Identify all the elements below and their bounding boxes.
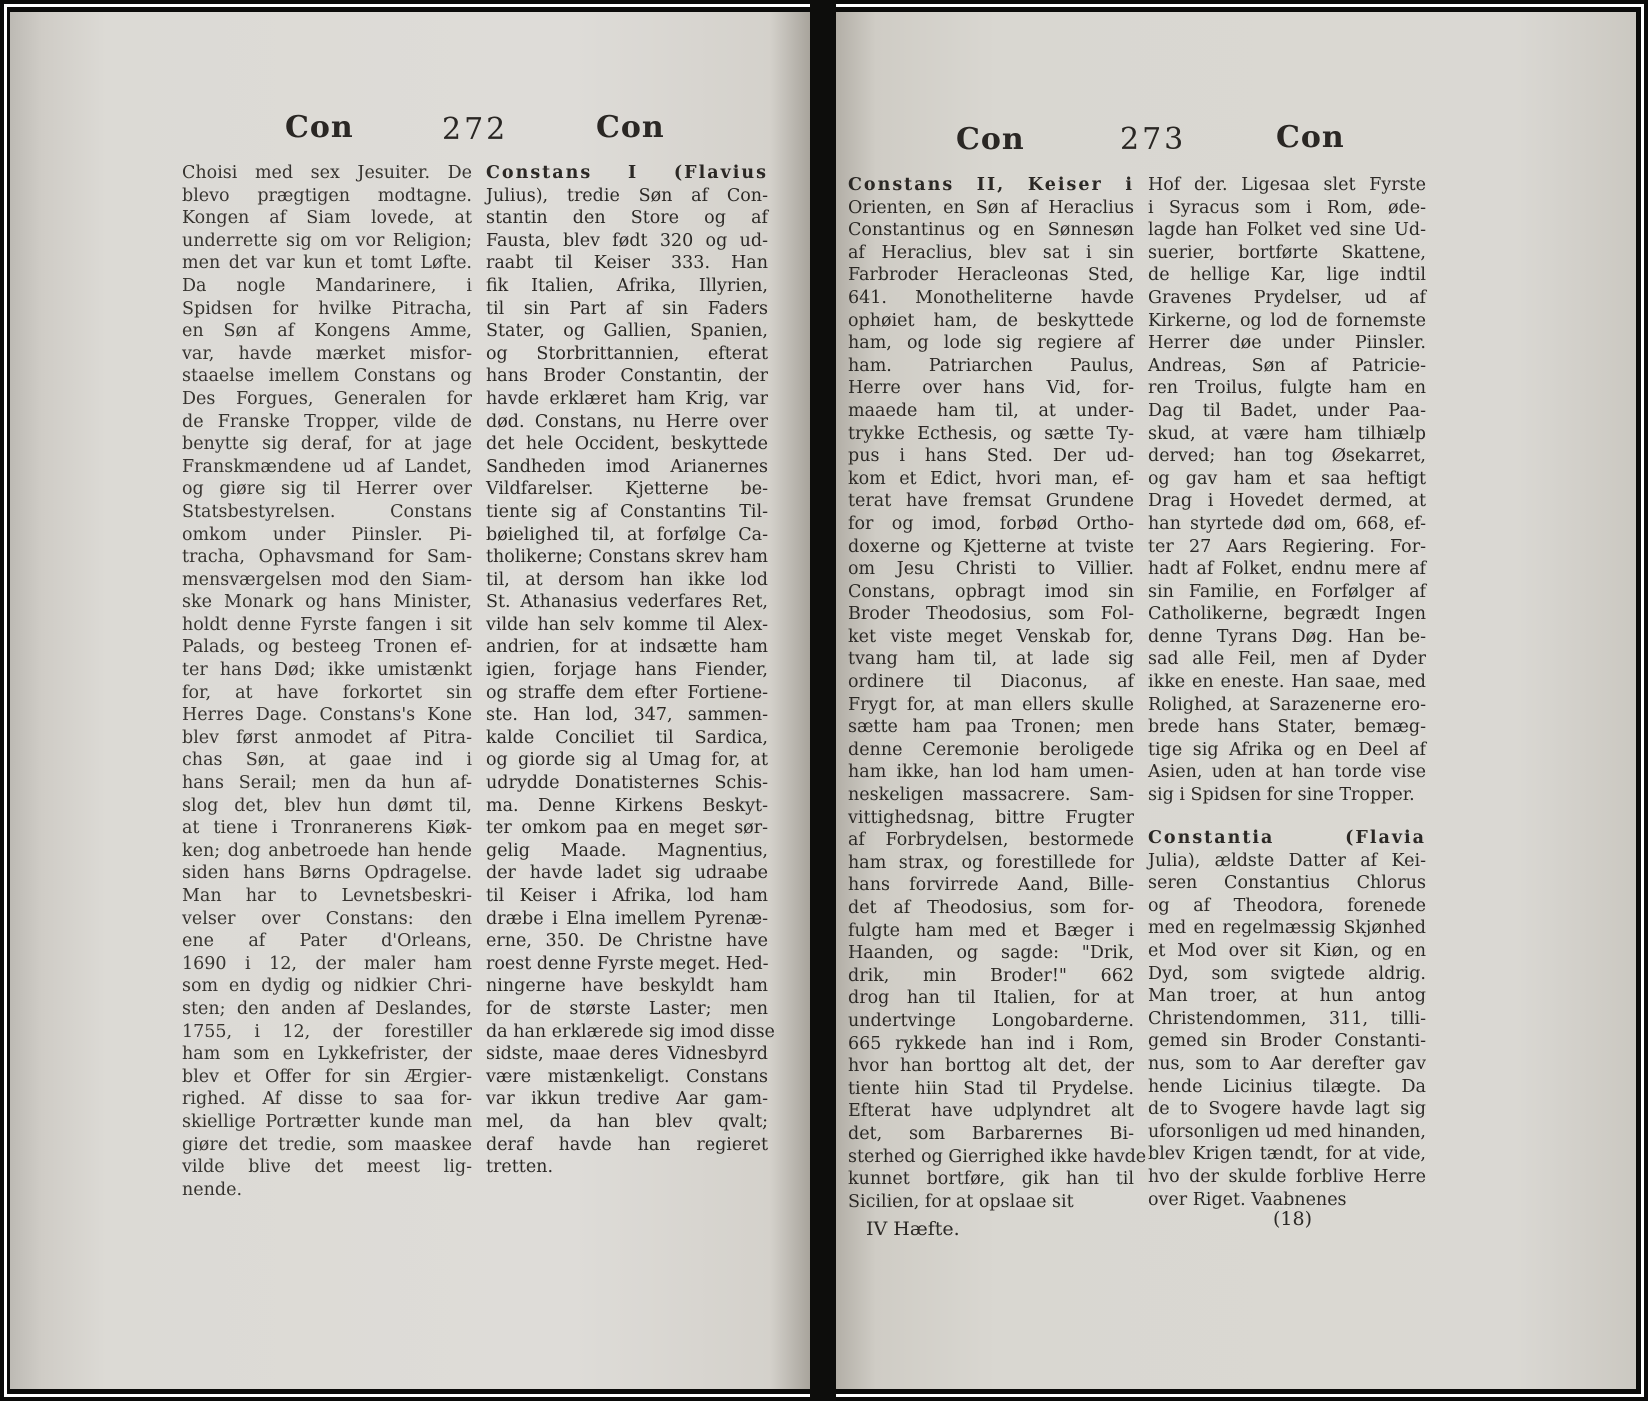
text-line: ken; dog anbetroede han hende bbox=[182, 840, 472, 861]
text-line: vilde han selv komme til Alex- bbox=[486, 614, 768, 635]
text-line: og giøre sig til Herrer over bbox=[182, 479, 472, 500]
text-line: sterhed og Gierrighed ikke havde bbox=[848, 1146, 1147, 1167]
text-line: at tiene i Tronranerens Kiøk- bbox=[182, 818, 472, 839]
text-line: Hof der. Ligesaa slet Fyrste bbox=[1148, 175, 1426, 195]
text-line: sad alle Feil, men af Dyder bbox=[1148, 649, 1426, 670]
text-line: Choisi med sex Jesuiter. De bbox=[182, 163, 472, 183]
text-line: Dyd, som svigtede aldrig. bbox=[1148, 963, 1426, 984]
sheet-number: (18) bbox=[1273, 1208, 1313, 1230]
text-line: men det var kun et tomt Løfte. bbox=[182, 253, 472, 274]
text-line: vittighedsnag, bittre Frugter bbox=[848, 807, 1134, 828]
text-line: Spidsen for hvilke Pitracha, bbox=[182, 298, 472, 319]
text-line: Constantia (Flavia bbox=[1148, 828, 1426, 848]
text-line: stantin den Store og af bbox=[486, 208, 768, 229]
text-line: ter omkom paa en meget sør- bbox=[486, 818, 768, 839]
text-line: hvo der skulde forblive Herre bbox=[1148, 1166, 1426, 1187]
text-line: de hellige Kar, lige indtil bbox=[1148, 265, 1426, 286]
text-line: og giorde sig al Umag for, at bbox=[486, 750, 768, 771]
text-line: fik Italien, Afrika, Illyrien, bbox=[486, 275, 768, 296]
text-line: denne Tyrans Døg. Han be- bbox=[1148, 626, 1426, 647]
text-line: velser over Constans: den bbox=[182, 908, 472, 929]
text-line: udrydde Donatisternes Schis- bbox=[486, 773, 768, 794]
text-line: Fausta, blev født 320 og ud- bbox=[486, 230, 768, 251]
text-line: var, havde mærket misfor- bbox=[182, 343, 472, 364]
text-line: igien, forjage hans Fiender, bbox=[486, 660, 768, 681]
text-line: 1690 i 12, der maler ham bbox=[182, 953, 472, 974]
right-running-head-right: Con bbox=[1276, 120, 1345, 155]
text-line: seren Constantius Chlorus bbox=[1148, 873, 1426, 894]
text-line: Constans I (Flavius bbox=[486, 163, 768, 183]
text-line: omkom under Piinsler. Pi- bbox=[182, 524, 472, 545]
text-line: denne Ceremonie beroligede bbox=[848, 739, 1134, 760]
text-line: tholikerne; Constans skrev ham bbox=[486, 547, 768, 568]
text-line: ren Troilus, fulgte ham en bbox=[1148, 378, 1426, 399]
text-line: ene af Pater d'Orleans, bbox=[182, 931, 472, 952]
text-line: vilde blive det meest lig- bbox=[182, 1157, 472, 1178]
text-line: det af Theodosius, som for- bbox=[848, 898, 1134, 918]
text-line: da han erklærede sig imod disse bbox=[486, 1021, 775, 1042]
right-running-head-left: Con bbox=[956, 122, 1025, 157]
text-line: og straffe dem efter Fortiene- bbox=[486, 682, 768, 703]
text-line: og Storbrittannien, efterat bbox=[486, 343, 768, 364]
text-line: Asien, uden at han torde vise bbox=[1148, 762, 1426, 783]
text-line: St. Athanasius vederfares Ret, bbox=[486, 592, 768, 613]
left-column-2 bbox=[486, 162, 775, 1179]
text-line: 641. Monotheliterne havde bbox=[848, 287, 1134, 308]
text-line: dræbe i Elna imellem Pyrenæ- bbox=[486, 908, 768, 929]
left-running-head-left: Con bbox=[285, 110, 354, 145]
text-line: Des Forgues, Generalen for bbox=[182, 388, 472, 409]
text-line: han styrtede død om, 668, ef- bbox=[1148, 513, 1426, 534]
text-line: blev Krigen tændt, for at vide, bbox=[1148, 1144, 1426, 1165]
text-line: tvang ham til, at lade sig bbox=[848, 649, 1134, 670]
text-line: neskeligen massacrere. Sam- bbox=[848, 785, 1134, 806]
text-line: hans Broder Constantin, der bbox=[486, 366, 768, 387]
text-line: fulgte ham med et Bæger i bbox=[848, 920, 1134, 941]
left-page bbox=[10, 12, 810, 1389]
text-line: for de største Laster; men bbox=[486, 998, 768, 1019]
text-line: ham. Patriarchen Paulus, bbox=[848, 355, 1134, 376]
text-line: var ikkun tredive Aar gam- bbox=[486, 1089, 768, 1110]
text-line: være mistænkeligt. Constans bbox=[486, 1066, 768, 1087]
text-line: til, at dersom han ikke lod bbox=[486, 569, 768, 590]
text-line: Man troer, at hun antog bbox=[1148, 986, 1426, 1007]
text-line: det hele Occident, beskyttede bbox=[486, 434, 768, 455]
text-line: terat have fremsat Grundene bbox=[848, 491, 1134, 512]
text-line: andrien, for at indsætte ham bbox=[486, 637, 768, 658]
text-line: Gravenes Prydelser, ud af bbox=[1148, 287, 1426, 308]
text-line: suerier, bortførte Skattene, bbox=[1148, 242, 1426, 263]
text-line: ham, og lode sig regiere af bbox=[848, 333, 1134, 354]
text-line: og af Theodora, forenede bbox=[1148, 895, 1426, 916]
text-line: maaede ham til, at under- bbox=[848, 400, 1134, 421]
text-line: Constantinus og en Sønnesøn bbox=[848, 220, 1134, 241]
text-line: chas Søn, at gaae ind i bbox=[182, 750, 472, 771]
text-line: hvor han borttog alt det, der bbox=[848, 1056, 1134, 1077]
text-line: kunnet bortføre, gik han til bbox=[848, 1169, 1134, 1190]
text-line: for og imod, forbød Ortho- bbox=[848, 513, 1134, 534]
text-line: mel, da han blev qvalt; bbox=[486, 1111, 768, 1132]
text-line: Andreas, Søn af Patricie- bbox=[1148, 355, 1426, 376]
text-line: Vildfarelser. Kjetterne be- bbox=[486, 479, 768, 500]
text-line: 1755, i 12, der forestiller bbox=[182, 1021, 472, 1042]
text-line: Farbroder Heracleonas Sted, bbox=[848, 265, 1134, 286]
text-line: hadt af Folket, endnu mere af bbox=[1148, 559, 1426, 580]
text-line: Haanden, og sagde: "Drik, bbox=[848, 943, 1134, 964]
text-line: siden hans Børns Opdragelse. bbox=[182, 863, 472, 884]
left-column-1 bbox=[182, 162, 472, 1201]
text-line: ma. Denne Kirkens Beskyt- bbox=[486, 795, 768, 816]
text-line: hans Serail; men da hun af- bbox=[182, 773, 472, 794]
text-line: lagde han Folket ved sine Ud- bbox=[1148, 220, 1426, 241]
text-line: nende. bbox=[182, 1179, 243, 1200]
text-line: righed. Af disse to saa for- bbox=[182, 1089, 472, 1110]
text-line: slog det, blev hun dømt til, bbox=[182, 795, 472, 816]
text-line: erne, 350. De Christne have bbox=[486, 931, 768, 952]
text-line: hende Licinius tilægte. Da bbox=[1148, 1076, 1426, 1097]
text-line: Herrer døe under Piinsler. bbox=[1148, 333, 1426, 354]
text-line: sidste, maae deres Vidnesbyrd bbox=[486, 1044, 768, 1065]
text-line: Christendommen, 311, tilli- bbox=[1148, 1008, 1426, 1029]
text-line: uforsonligen ud med hinanden, bbox=[1148, 1121, 1426, 1142]
text-line: Frygt for, at man ellers skulle bbox=[848, 694, 1134, 715]
text-line: underrette sig om vor Religion; bbox=[182, 230, 472, 251]
text-line: kom et Edict, hvori man, ef- bbox=[848, 468, 1134, 489]
text-line: ningerne have beskyldt ham bbox=[486, 976, 768, 997]
text-line: blev et Offer for sin Ærgier- bbox=[182, 1066, 472, 1087]
text-line: sætte ham paa Tronen; men bbox=[848, 717, 1134, 738]
text-line: for, at have forkortet sin bbox=[182, 682, 472, 703]
text-line: doxerne og Kjetterne at tvistе bbox=[848, 536, 1134, 557]
signature-mark: IV Hæfte. bbox=[866, 1218, 960, 1240]
text-line: Palads, og besteeg Tronen ef- bbox=[182, 637, 472, 658]
text-line: raabt til Keiser 333. Han bbox=[486, 253, 768, 274]
text-line: Drag i Hovedet dermed, at bbox=[1148, 491, 1426, 512]
text-line: som en dydig og nidkier Chri- bbox=[182, 976, 472, 997]
text-line: tige sig Afrika og en Deel af bbox=[1148, 739, 1426, 760]
text-line: kalde Conciliet til Sardica, bbox=[486, 727, 768, 748]
text-line: bøielighed til, at forfølge Ca- bbox=[486, 524, 768, 545]
right-column-2 bbox=[1148, 174, 1426, 807]
text-line: ham ikke, han lod ham umen- bbox=[848, 762, 1134, 783]
text-line: ste. Han lod, 347, sammen- bbox=[486, 705, 768, 726]
text-line: ordinere til Diaconus, af bbox=[848, 672, 1134, 693]
text-line: en Søn af Kongens Amme, bbox=[182, 321, 472, 342]
text-line: Julia), ældste Datter af Kei- bbox=[1148, 850, 1426, 871]
text-line: Catholikerne, begrædt Ingen bbox=[1148, 604, 1426, 625]
text-line: ter 27 Aars Regiering. For- bbox=[1148, 536, 1426, 557]
text-line: til Keiser i Afrika, lod ham bbox=[486, 886, 768, 906]
text-line: Sandheden imod Arianernes bbox=[486, 456, 768, 477]
text-line: der havde ladet sig udraabe bbox=[486, 863, 768, 884]
text-line: trykke Ecthesis, og sætte Ty- bbox=[848, 423, 1134, 444]
text-line: hans forvirrede Aand, Bille- bbox=[848, 875, 1134, 896]
text-line: sten; den anden af Deslandes, bbox=[182, 998, 472, 1019]
text-line: skud, at være ham tilhiælp bbox=[1148, 423, 1426, 444]
text-line: et Mod over sit Kiøn, og en bbox=[1148, 940, 1426, 961]
text-line: Rolighed, at Sarazenerne ero- bbox=[1148, 694, 1426, 715]
text-line: Dag til Badet, under Paa- bbox=[1148, 400, 1426, 421]
text-line: de to Svogere havde lagt sig bbox=[1148, 1099, 1426, 1120]
text-line: Man har to Levnetsbeskri- bbox=[182, 886, 472, 906]
text-line: sin Familie, en Forfølger af bbox=[1148, 581, 1426, 602]
text-line: benytte sig deraf, for at jage bbox=[182, 434, 472, 455]
text-line: Kongen af Siam lovede, at bbox=[182, 208, 472, 229]
text-line: tretten. bbox=[486, 1157, 554, 1178]
text-line: holdt denne Fyrste fangen i sit bbox=[182, 614, 472, 635]
text-line: Orienten, en Søn af Heraclius bbox=[848, 197, 1134, 218]
text-line: Da nogle Mandarinere, i bbox=[182, 275, 472, 296]
text-line: Julius), tredie Søn af Con- bbox=[486, 185, 768, 206]
text-line: ikke en eneste. Han saae, med bbox=[1148, 672, 1426, 693]
text-line: gemed sin Broder Constanti- bbox=[1148, 1031, 1426, 1052]
text-line: mensværgelsen mod den Siam- bbox=[182, 569, 472, 590]
text-line: deraf havde han regieret bbox=[486, 1134, 768, 1155]
text-line: staaelse imellem Constans og bbox=[182, 366, 472, 387]
text-line: i Syracus som i Rom, øde- bbox=[1148, 197, 1426, 218]
book-gutter bbox=[810, 0, 836, 1401]
text-line: og gav ham et saa heftigt bbox=[1148, 468, 1426, 489]
text-line: Herre over hans Vid, for- bbox=[848, 378, 1134, 399]
text-line: ske Monark og hans Minister, bbox=[182, 592, 472, 613]
text-line: havde erklæret ham Krig, var bbox=[486, 388, 768, 409]
text-line: ket viste meget Venskab for, bbox=[848, 626, 1134, 647]
left-running-head-right: Con bbox=[596, 110, 665, 145]
text-line: de Franske Tropper, vilde de bbox=[182, 411, 472, 432]
text-line: til sin Part af sin Faders bbox=[486, 298, 768, 319]
text-line: af Heraclius, blev sat i sin bbox=[848, 242, 1134, 263]
text-line: giøre det tredie, som maaskee bbox=[182, 1134, 472, 1155]
text-line: Constans II, Keiser i bbox=[848, 175, 1134, 195]
text-line: blev først anmodet af Pitra- bbox=[182, 727, 472, 748]
text-line: ter hans Død; ikke umistænkt bbox=[182, 660, 472, 681]
left-page-number: 272 bbox=[442, 112, 509, 147]
text-line: Stater, og Gallien, Spanien, bbox=[486, 321, 768, 342]
right-column-1 bbox=[848, 174, 1147, 1213]
text-line: af Forbrydelsen, bestormede bbox=[848, 830, 1134, 851]
text-line: nus, som to Aar derefter gav bbox=[1148, 1053, 1426, 1074]
text-line: det, som Barbarernes Bi- bbox=[848, 1123, 1134, 1144]
text-line: over Riget. Vaabnenes bbox=[1148, 1189, 1347, 1210]
text-line: med en regelmæssig Skjønhed bbox=[1148, 918, 1426, 939]
text-line: brede hans Stater, bemæg- bbox=[1148, 717, 1426, 738]
text-line: gelig Maade. Magnentius, bbox=[486, 840, 768, 861]
text-line: tiente hiin Stad til Prydelse. bbox=[848, 1078, 1134, 1099]
text-line: Franskmændene ud af Landet, bbox=[182, 456, 472, 477]
right-page bbox=[836, 12, 1636, 1389]
text-line: sig i Spidsen for sine Tropper. bbox=[1148, 785, 1415, 806]
text-line: Herres Dage. Constans's Kone bbox=[182, 705, 472, 726]
text-line: Constans, opbragt imod sin bbox=[848, 581, 1134, 602]
text-line: tracha, Ophavsmand for Sam- bbox=[182, 547, 472, 568]
text-line: Sicilien, for at opslaae sit bbox=[848, 1191, 1074, 1212]
text-line: derved; han tog Øsekarret, bbox=[1148, 446, 1426, 467]
right-column-2-entry-constantia bbox=[1148, 827, 1426, 1211]
text-line: 665 rykkede han ind i Rom, bbox=[848, 1033, 1134, 1054]
text-line: Kirkerne, og lod de fornemste bbox=[1148, 310, 1426, 331]
text-line: drog han til Italien, for at bbox=[848, 988, 1134, 1009]
text-line: død. Constans, nu Herre over bbox=[486, 411, 768, 432]
text-line: Statsbestyrelsen. Constans bbox=[182, 501, 472, 522]
text-line: om Jesu Christi to Villier. bbox=[848, 559, 1134, 580]
text-line: blevo prægtigen modtagne. bbox=[182, 185, 472, 206]
text-line: Efterat have udplyndret alt bbox=[848, 1101, 1134, 1122]
text-line: ophøiet ham, de beskyttede bbox=[848, 310, 1134, 331]
text-line: roest denne Fyrste meget. Hed- bbox=[486, 953, 769, 974]
text-line: tiente sig af Constantins Til- bbox=[486, 501, 768, 522]
text-line: ham strax, og forestillede for bbox=[848, 852, 1134, 873]
right-page-number: 273 bbox=[1120, 122, 1187, 157]
text-line: ham som en Lykkefrister, der bbox=[182, 1044, 472, 1065]
text-line: pus i hans Sted. Der ud- bbox=[848, 446, 1134, 467]
text-line: undertvinge Longobarderne. bbox=[848, 1010, 1134, 1031]
text-line: Broder Theodosius, som Fol- bbox=[848, 604, 1134, 625]
text-line: drik, min Broder!" 662 bbox=[848, 965, 1134, 986]
text-line: skiellige Portrætter kunde man bbox=[182, 1111, 472, 1132]
